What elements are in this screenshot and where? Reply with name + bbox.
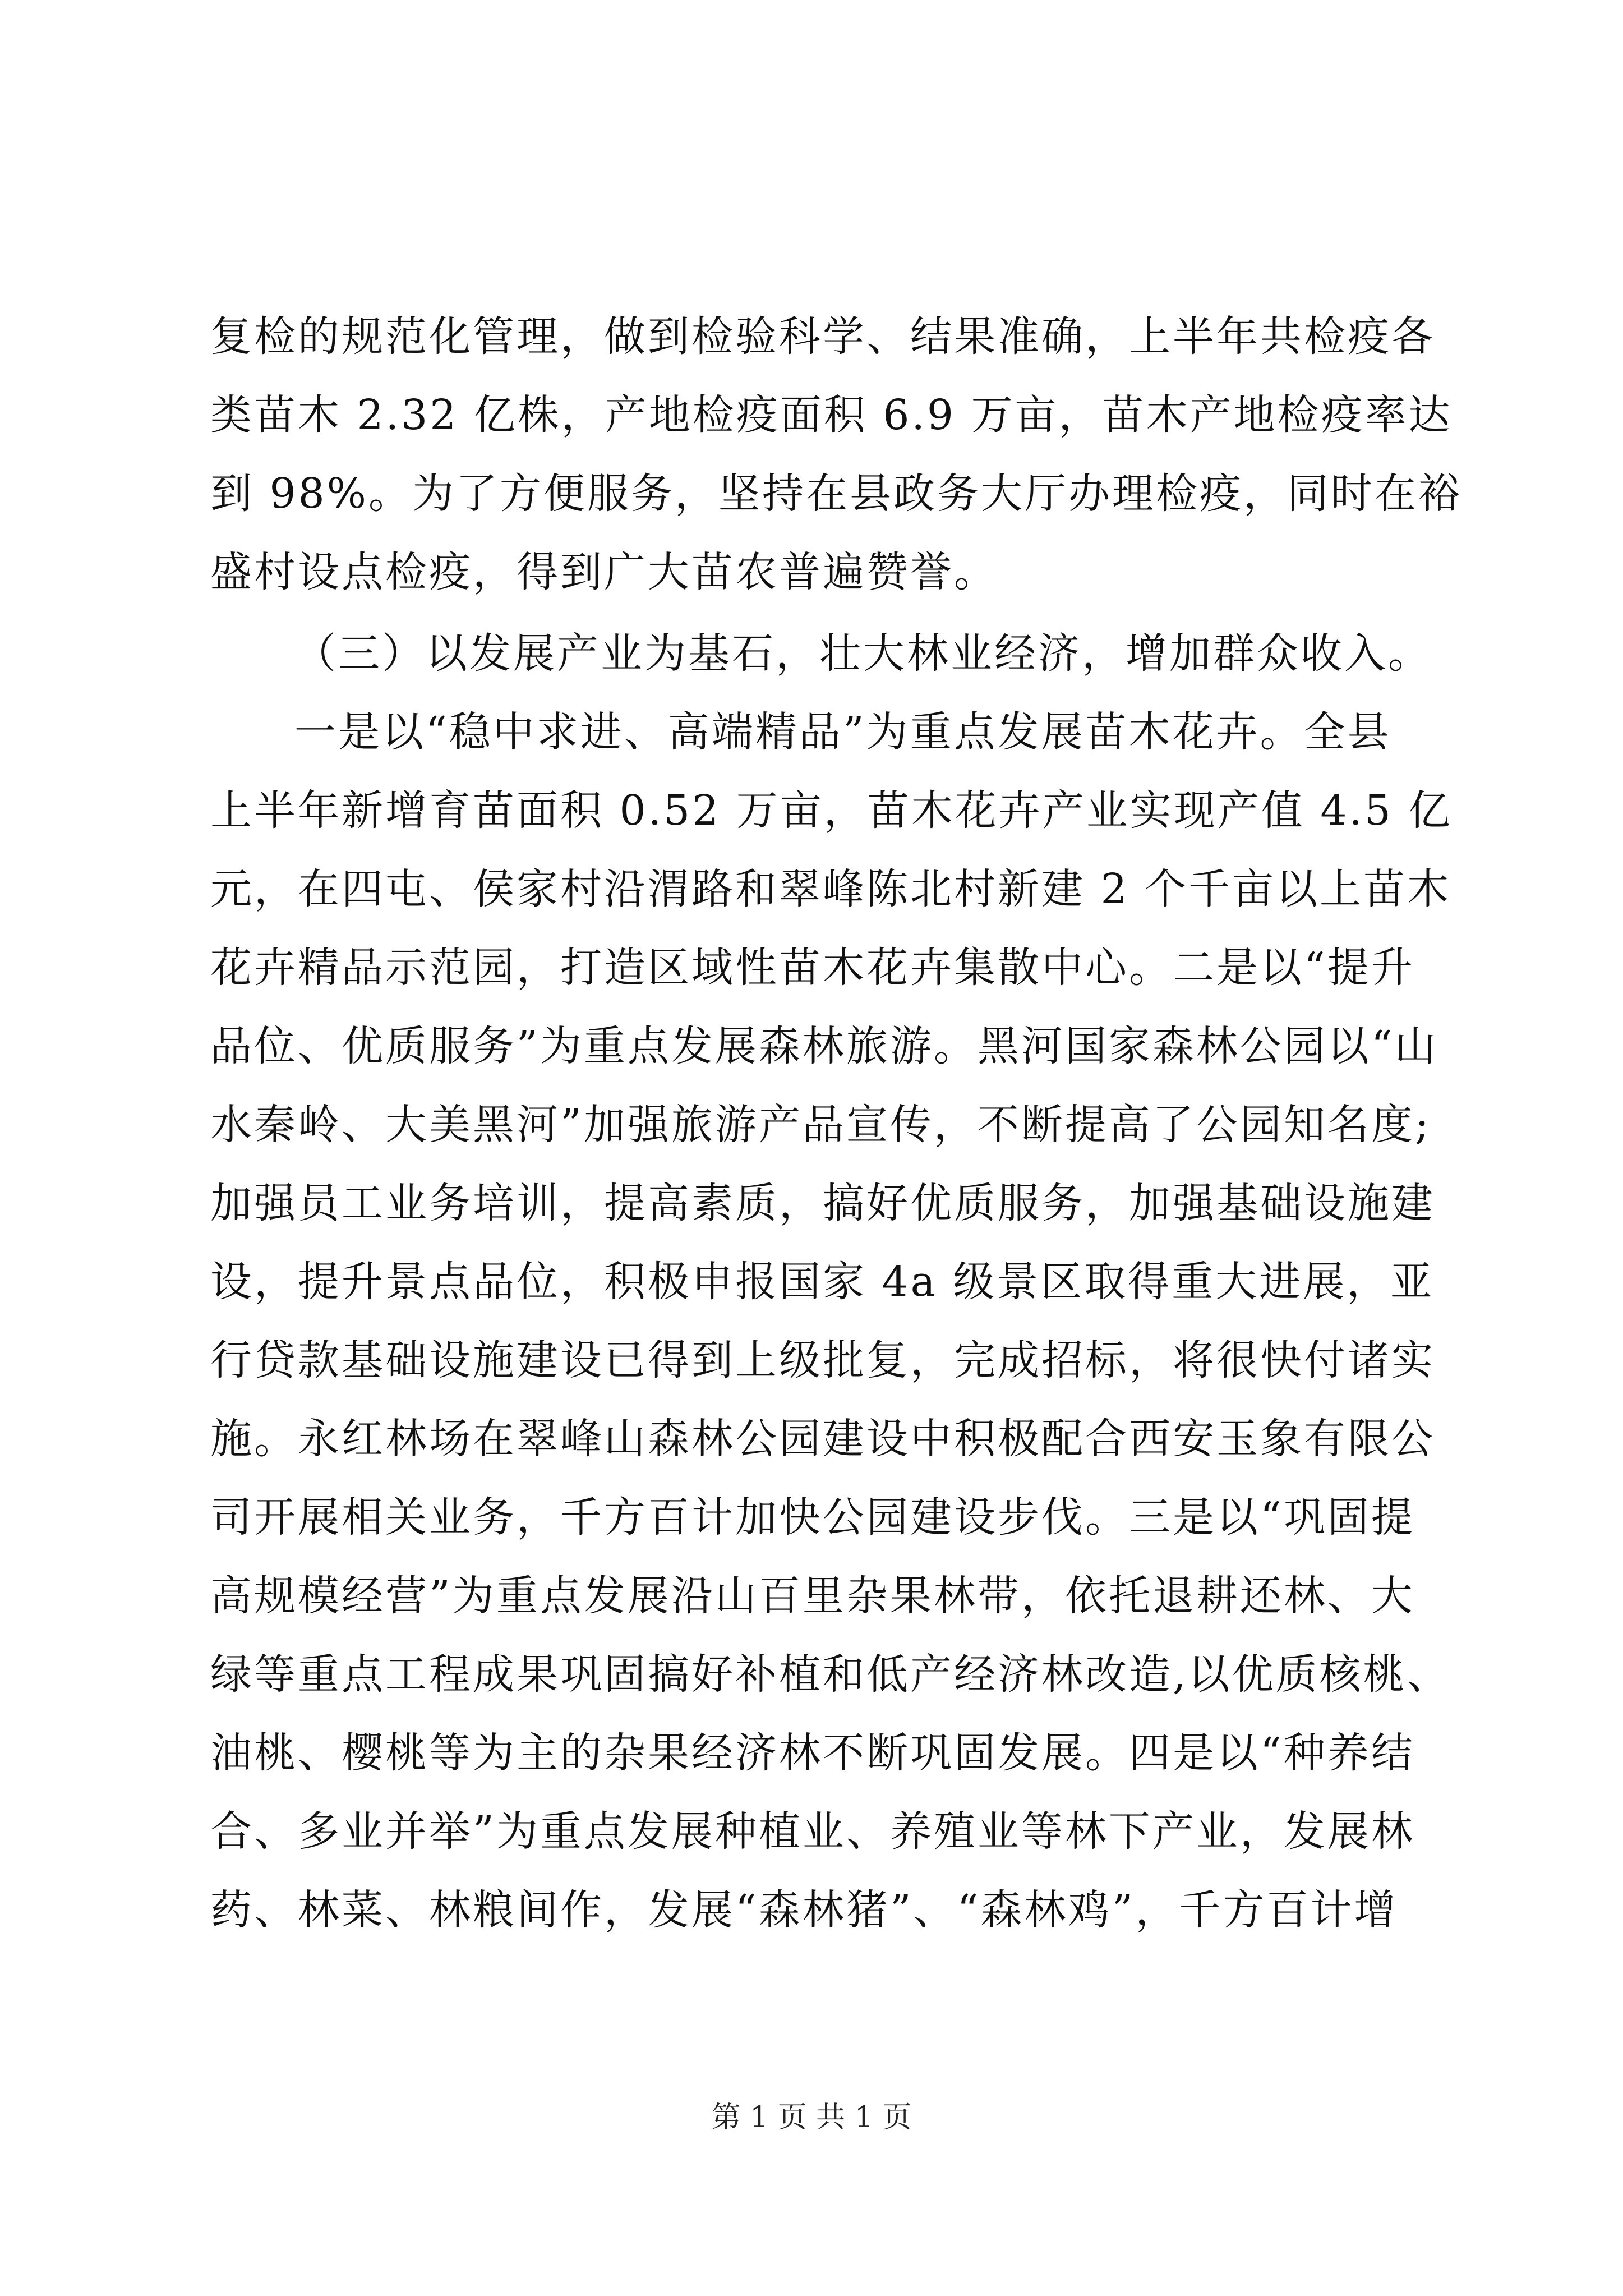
text-line: 盛村设点检疫，得到广大苗农普遍赞誉。	[210, 548, 998, 596]
paragraph-first-line: 一是以“稳中求进、高端精品”为重点发展苗木花卉。全县	[294, 708, 1391, 756]
text-line: 花卉精品示范园，打造区域性苗木花卉集散中心。二是以“提升	[210, 944, 1415, 992]
text-line: 合、多业并举”为重点发展种植业、养殖业等林下产业，发展林	[210, 1807, 1415, 1856]
page-number-footer: 第 1 页 共 1 页	[711, 2101, 912, 2134]
text-line: 油桃、樱桃等为主的杂果经济林不断巩固发展。四是以“种养结	[210, 1729, 1415, 1777]
text-line: 类苗木 2.32 亿株，产地检疫面积 6.9 万亩，苗木产地检疫率达	[210, 391, 1453, 439]
text-line: 高规模经营”为重点发展沿山百里杂果林带，依托退耕还林、大	[210, 1572, 1415, 1620]
text-line: 施。永红林场在翠峰山森林公园建设中积极配合西安玉象有限公	[210, 1415, 1435, 1463]
text-line: 司开展相关业务，千方百计加快公园建设步伐。三是以“巩固提	[210, 1493, 1415, 1542]
text-line: 行贷款基础设施建设已得到上级批复，完成招标，将很快付诸实	[210, 1336, 1435, 1384]
text-line: 水秦岭、大美黑河”加强旅游产品宣传，不断提高了公园知名度;	[210, 1101, 1431, 1149]
text-line: 到 98%。为了方便服务，坚持在县政务大厅办理检疫，同时在裕	[210, 470, 1462, 518]
text-line: 上半年新增育苗面积 0.52 万亩，苗木花卉产业实现产值 4.5 亿	[210, 786, 1453, 835]
text-line: 元，在四屯、侯家村沿渭路和翠峰陈北村新建 2 个千亩以上苗木	[210, 865, 1451, 913]
text-line: 复检的规范化管理，做到检验科学、结果准确，上半年共检疫各	[210, 312, 1435, 361]
text-line: 药、林菜、林粮间作，发展“森林猪”、“森林鸡”，千方百计增	[210, 1886, 1398, 1934]
section-heading: （三）以发展产业为基石，壮大林业经济，增加群众收入。	[294, 629, 1432, 678]
text-line: 品位、优质服务”为重点发展森林旅游。黑河国家森林公园以“山	[210, 1022, 1438, 1070]
text-line: 加强员工业务培训，提高素质，搞好优质服务，加强基础设施建	[210, 1179, 1435, 1227]
text-line: 设，提升景点品位，积极申报国家 4a 级景区取得重大进展，亚	[210, 1258, 1435, 1306]
text-line: 绿等重点工程成果巩固搞好补植和低产经济林改造,以优质核桃、	[210, 1650, 1451, 1699]
